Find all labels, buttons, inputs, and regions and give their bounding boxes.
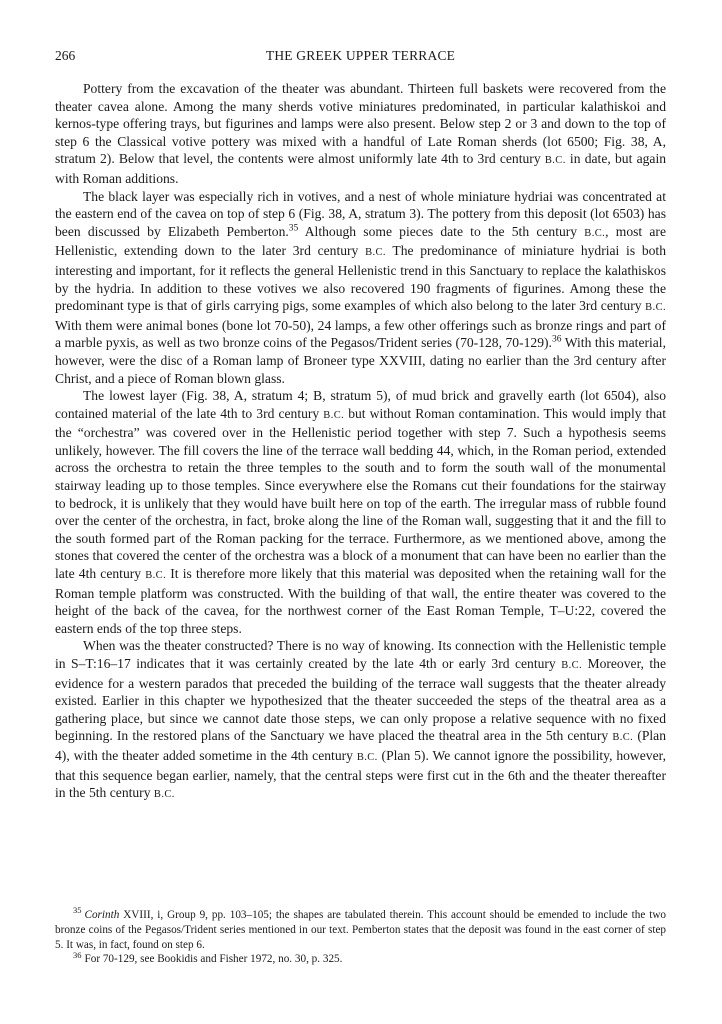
small-caps-era: B.C. bbox=[356, 751, 378, 763]
text-run: It is therefore more likely that this material was deposited when the retaining wall for the Roman temple platform was constructed. With the building of that wall, the entire theater was covered to the height of the back of the cavea, for the northwest corner of the East Roman Temple, T–U:22, covered the eastern ends of the top three steps. bbox=[55, 566, 666, 636]
small-caps-era: B.C. bbox=[584, 227, 606, 239]
small-caps-era: B.C. bbox=[645, 302, 666, 314]
running-head: THE GREEK UPPER TERRACE bbox=[265, 48, 456, 63]
small-caps-era: B.C. bbox=[153, 789, 175, 801]
small-caps-era: B.C. bbox=[561, 660, 583, 671]
text-run: With them were animal bones (bone lot 70-50), 24 lamps, a few other offerings such as bronze rings and part of a marble pyxis, as well as two bronze coins of the Pegasos/Trident series (70-128, 70-129). bbox=[55, 317, 666, 351]
text-run: Pottery from the excavation of the theater was abundant. Thirteen full baskets were recovered from the theater cavea alone. Among the many sherds votive miniatures predominated, in particular kalathiskoi and kernos-type offering trays, but figurines and lamps were also present. Below step 2 or 3 and down to the top of step 6 the Classical votive pottery was mixed with a handful of Late Roman sherds (lot 6500; Fig. 38, A, stratum 2). Below that level, the contents were almost uniformly late 4th to 3rd century bbox=[55, 81, 666, 167]
text-run: The predominance of miniature hydriai is both interesting and important, for it reflects the general Hellenistic trend in this Sanctuary to replace the kalathiskos by the hydria. In addition to these votives we also recovered 190 fragments of figurines. Among these the predominant type is that of girls carrying pigs, some examples of which also belong to the later 3rd century bbox=[55, 243, 667, 314]
italic-title: Corinth bbox=[84, 909, 120, 921]
small-caps-era: B.C. bbox=[612, 732, 634, 744]
small-caps-era: B.C. bbox=[365, 247, 386, 259]
paragraph bbox=[55, 387, 666, 637]
text-run: Moreover, the evidence for a western parados that preceded the building of the terrace wall suggests that the theater already existed. Earlier in this chapter we hypothesized that the theater succeeded the steps of the theatral area as a gathering place, but since we cannot date those steps, we can only propose a relative sequence with no fixed beginning. In the restored plans of the Sanctuary we have placed the theatral area in the 5th century bbox=[55, 656, 666, 744]
small-caps-era: B.C. bbox=[544, 155, 566, 167]
text-run: but without Roman contamination. This would imply that the “orchestra” was covered over in the Hellenistic period together with step 7. Such a hypothesis seems unlikely, however. The fill covers the line of the terrace wall bedding 44, which, in the Roman period, extended across the orchestra to retain the three temples to the south and to form the south wall of the monumental stairway leading up to those temples. Since everywhere else the Romans cut their foundations for the stairway to bedrock, it is unlikely that they would have built here on top of the earth. The irregular mass of rubble found over the center of the orchestra, in fact, broke along the line of the Roman wall, suggesting that it and the fill to the south formed part of the Roman packing for the terrace. Furthermore, as we mentioned above, among the stones that covered the center of the orchestra was a block of a monument that can have been no earlier than the late 4th century bbox=[55, 405, 666, 582]
paragraph bbox=[55, 637, 666, 803]
text-run: For 70-129, see Bookidis and Fisher 1972, no. 30, p. 325. bbox=[84, 953, 343, 966]
text-run: in date, but again with Roman additions. bbox=[55, 151, 667, 186]
page-header bbox=[55, 48, 666, 68]
page-number: 266 bbox=[55, 48, 76, 63]
page bbox=[55, 48, 666, 804]
text-run: XVIII, i, Group 9, pp. 103–105; the shapes are tabulated therein. This account should be emended to include the two bronze coins of the Pegasos/Trident series mentioned in our text. Pemberton states that the deposit was found in the east corner of step 5. It was, in fact, found on step 6. bbox=[55, 909, 666, 951]
footnotes bbox=[55, 905, 666, 967]
footnote bbox=[55, 905, 666, 952]
text-run: The black layer was especially rich in votives, and a nest of whole miniature hydriai was concentrated at the eastern end of the cavea on top of step 6 (Fig. 38, A, stratum 3). The pottery from this deposit (lot 6503) has been discussed by Elizabeth Pemberton. bbox=[55, 188, 666, 239]
text-run: The lowest layer (Fig. 38, A, stratum 4; B, stratum 5), of mud brick and gravelly earth (lot 6504), also contained material of the late 4th to 3rd century bbox=[55, 388, 666, 421]
paragraph bbox=[55, 188, 666, 388]
small-caps-era: B.C. bbox=[145, 570, 167, 582]
small-caps-era: B.C. bbox=[323, 409, 345, 421]
footnote bbox=[55, 949, 666, 967]
footnote-reference: 35 bbox=[288, 223, 299, 234]
text-run: (Plan 4), with the theater added sometime in the 4th century bbox=[55, 728, 667, 763]
footnote-reference: 36 bbox=[551, 334, 562, 345]
text-run: Although some pieces date to the 5th century bbox=[298, 223, 585, 239]
text-run: (Plan 5). We cannot ignore the possibility, however, that this sequence began earlier, namely, that the central steps were first cut in the 6th and the theater thereafter in the 5th century bbox=[55, 747, 666, 801]
paragraph bbox=[55, 80, 666, 188]
footnote-mark: 35 bbox=[73, 905, 82, 916]
footnote-mark: 36 bbox=[73, 949, 82, 960]
text-run: With this material, however, were the disc of a Roman lamp of Broneer type XXVIII, dating no earlier than the 3rd century after Christ, and a piece of Roman blown glass. bbox=[55, 335, 666, 386]
text-run: , most are Hellenistic, extending down to the later 3rd century bbox=[55, 223, 666, 259]
text-run: When was the theater constructed? There is no way of knowing. Its connection with the Hellenistic temple in S–T:16–17 indicates that it was certainly created by the late 4th or early 3rd century bbox=[55, 638, 666, 671]
body-text bbox=[55, 80, 666, 804]
